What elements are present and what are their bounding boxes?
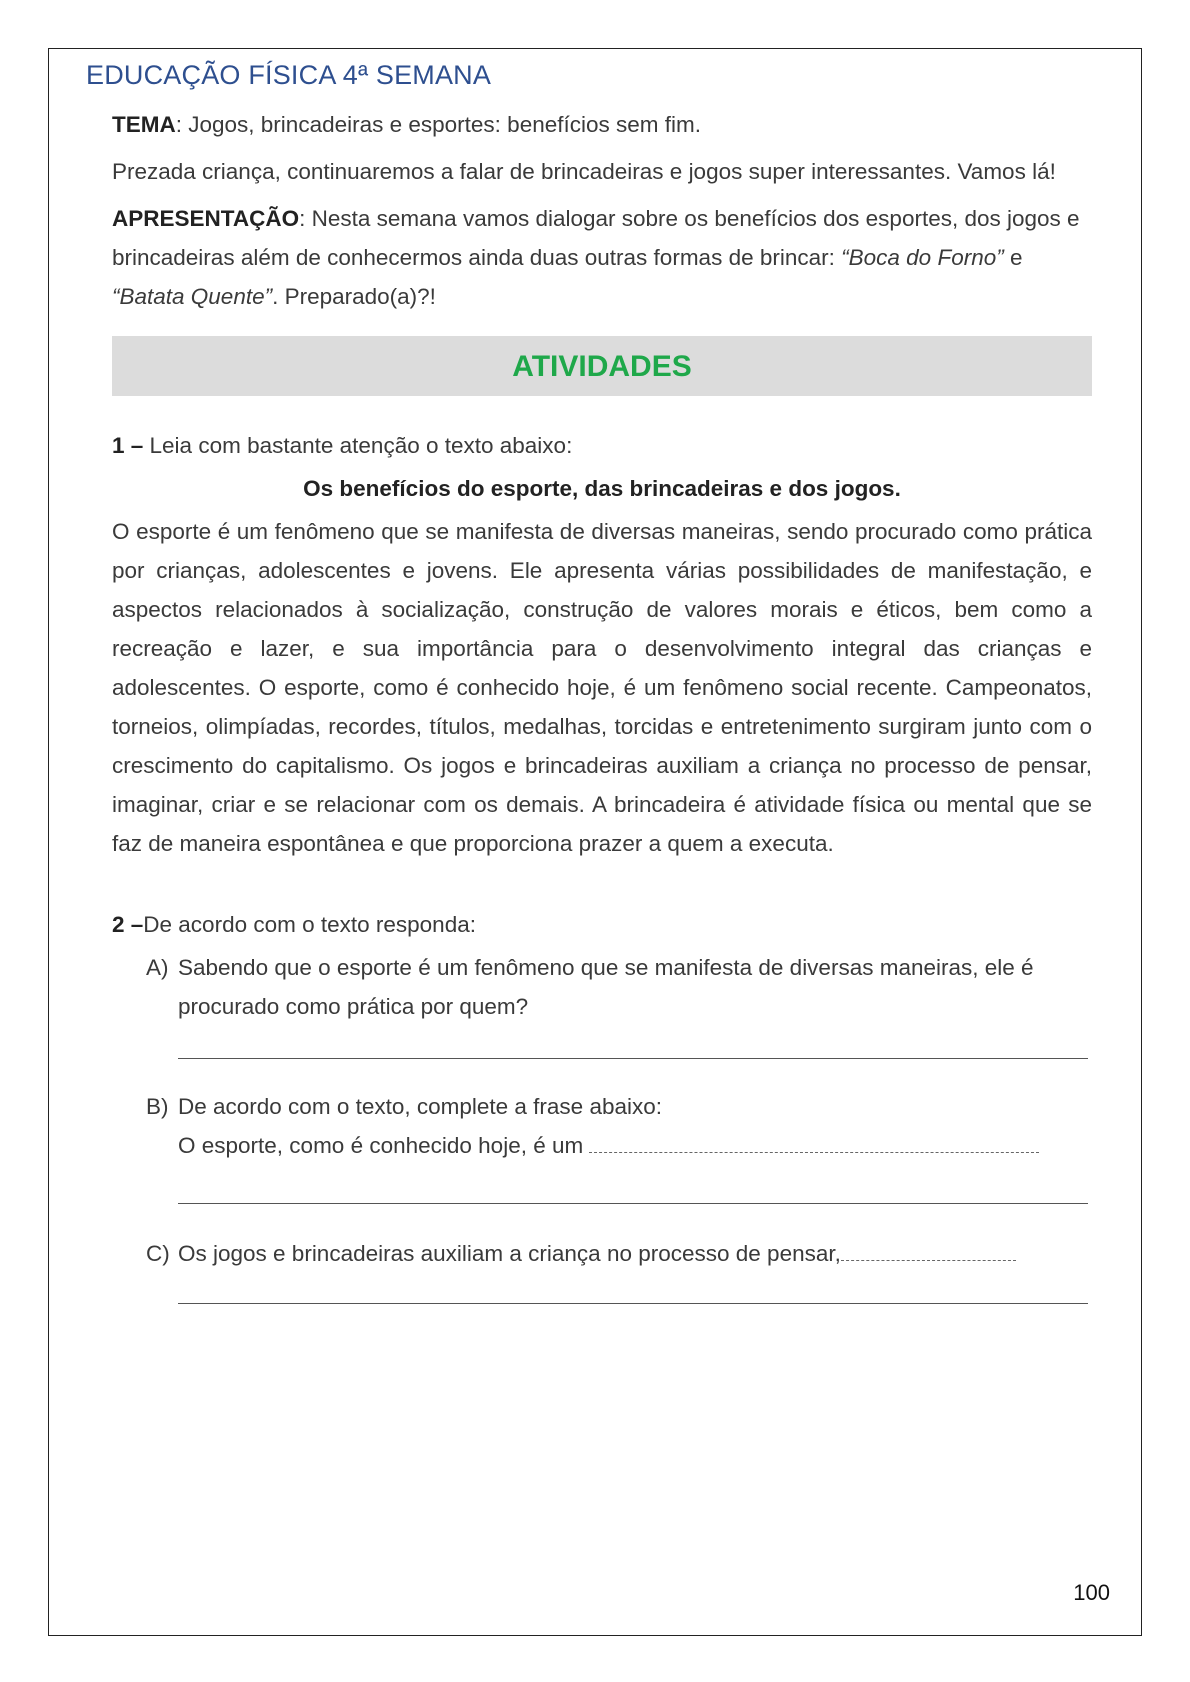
worksheet-content: [112, 105, 1092, 1304]
reading-text-body: O esporte é um fenômeno que se manifesta de diversas maneiras, sendo procurado como prática por crianças, adolescentes e jovens. Ele apresenta várias possibilidades de manifestação, e aspectos relacionados à socialização, construção de valores morais e éticos, bem como a recreação e lazer, e sua importância para o desenvolvimento integral das crianças e adolescentes. O esporte, como é conhecido hoje, é um fenômeno social recente. Campeonatos, torneios, olimpíadas, recordes, títulos, medalhas, torcidas e entretenimento surgiram junto com o crescimento do capitalismo. Os jogos e brincadeiras auxiliam a criança no processo de pensar, imaginar, criar e se relacionar com os demais. A brincadeira é atividade física ou mental que se faz de maneira espontânea e que proporciona prazer a quem a executa.: [112, 519, 1092, 856]
game-boca-do-forno: “Boca do Forno”: [841, 245, 1004, 270]
game-batata-quente: “Batata Quente”: [112, 284, 273, 309]
question-2b-text: De acordo com o texto, complete a frase abaixo:: [178, 1094, 663, 1119]
apresentacao-text: : Nesta semana vamos dialogar sobre os benefícios dos esportes, dos jogos e brincadeiras além de conhecermos ainda duas outras formas de brincar:: [112, 206, 1080, 270]
question-2b-letter: B): [146, 1094, 169, 1119]
question-2b: [112, 1087, 1092, 1126]
question-2: [112, 905, 1092, 944]
question-2a: [112, 948, 1092, 1026]
question-2a-text: Sabendo que o esporte é um fenômeno que se manifesta de diversas maneiras, ele é procurado como prática por quem?: [178, 955, 1034, 1019]
answer-line-2b[interactable]: [178, 1165, 1088, 1204]
question-2-number: 2 –: [112, 912, 144, 937]
question-2c-text: Os jogos e brincadeiras auxiliam a criança no processo de pensar,: [178, 1241, 841, 1266]
atividades-heading: ATIVIDADES: [112, 336, 1092, 396]
apresentacao-closing: . Preparado(a)?!: [272, 284, 436, 309]
blank-2c-inline[interactable]: [841, 1259, 1016, 1261]
question-2c: [112, 1234, 1092, 1273]
question-2b-sentence-row: [112, 1126, 1092, 1165]
subject-title: EDUCAÇÃO FÍSICA 4ª SEMANA: [86, 60, 492, 90]
question-1: [112, 426, 1092, 465]
apresentacao-paragraph: [112, 199, 1092, 316]
question-2c-letter: C): [146, 1241, 170, 1266]
blank-2b-inline[interactable]: [589, 1151, 1039, 1153]
apresentacao-label: APRESENTAÇÃO: [112, 206, 300, 231]
tema-paragraph: [112, 105, 1092, 144]
tema-text: : Jogos, brincadeiras e esportes: benefícios sem fim.: [175, 112, 701, 137]
answer-line-2a[interactable]: [178, 1026, 1088, 1059]
question-2b-sentence: O esporte, como é conhecido hoje, é um: [178, 1133, 590, 1158]
intro-paragraph: Prezada criança, continuaremos a falar de brincadeiras e jogos super interessantes. Vamos lá!: [112, 159, 1056, 184]
question-2a-letter: A): [146, 955, 169, 980]
question-1-prompt: Leia com bastante atenção o texto abaixo:: [143, 433, 573, 458]
answer-line-2c[interactable]: [178, 1273, 1088, 1304]
page-number: 100: [1073, 1580, 1110, 1605]
apresentacao-connector: e: [1003, 245, 1023, 270]
question-1-number: 1 –: [112, 433, 144, 458]
tema-label: TEMA: [112, 112, 176, 137]
question-2-prompt: De acordo com o texto responda:: [143, 912, 476, 937]
reading-text-title: Os benefícios do esporte, das brincadeiras e dos jogos.: [303, 476, 901, 501]
